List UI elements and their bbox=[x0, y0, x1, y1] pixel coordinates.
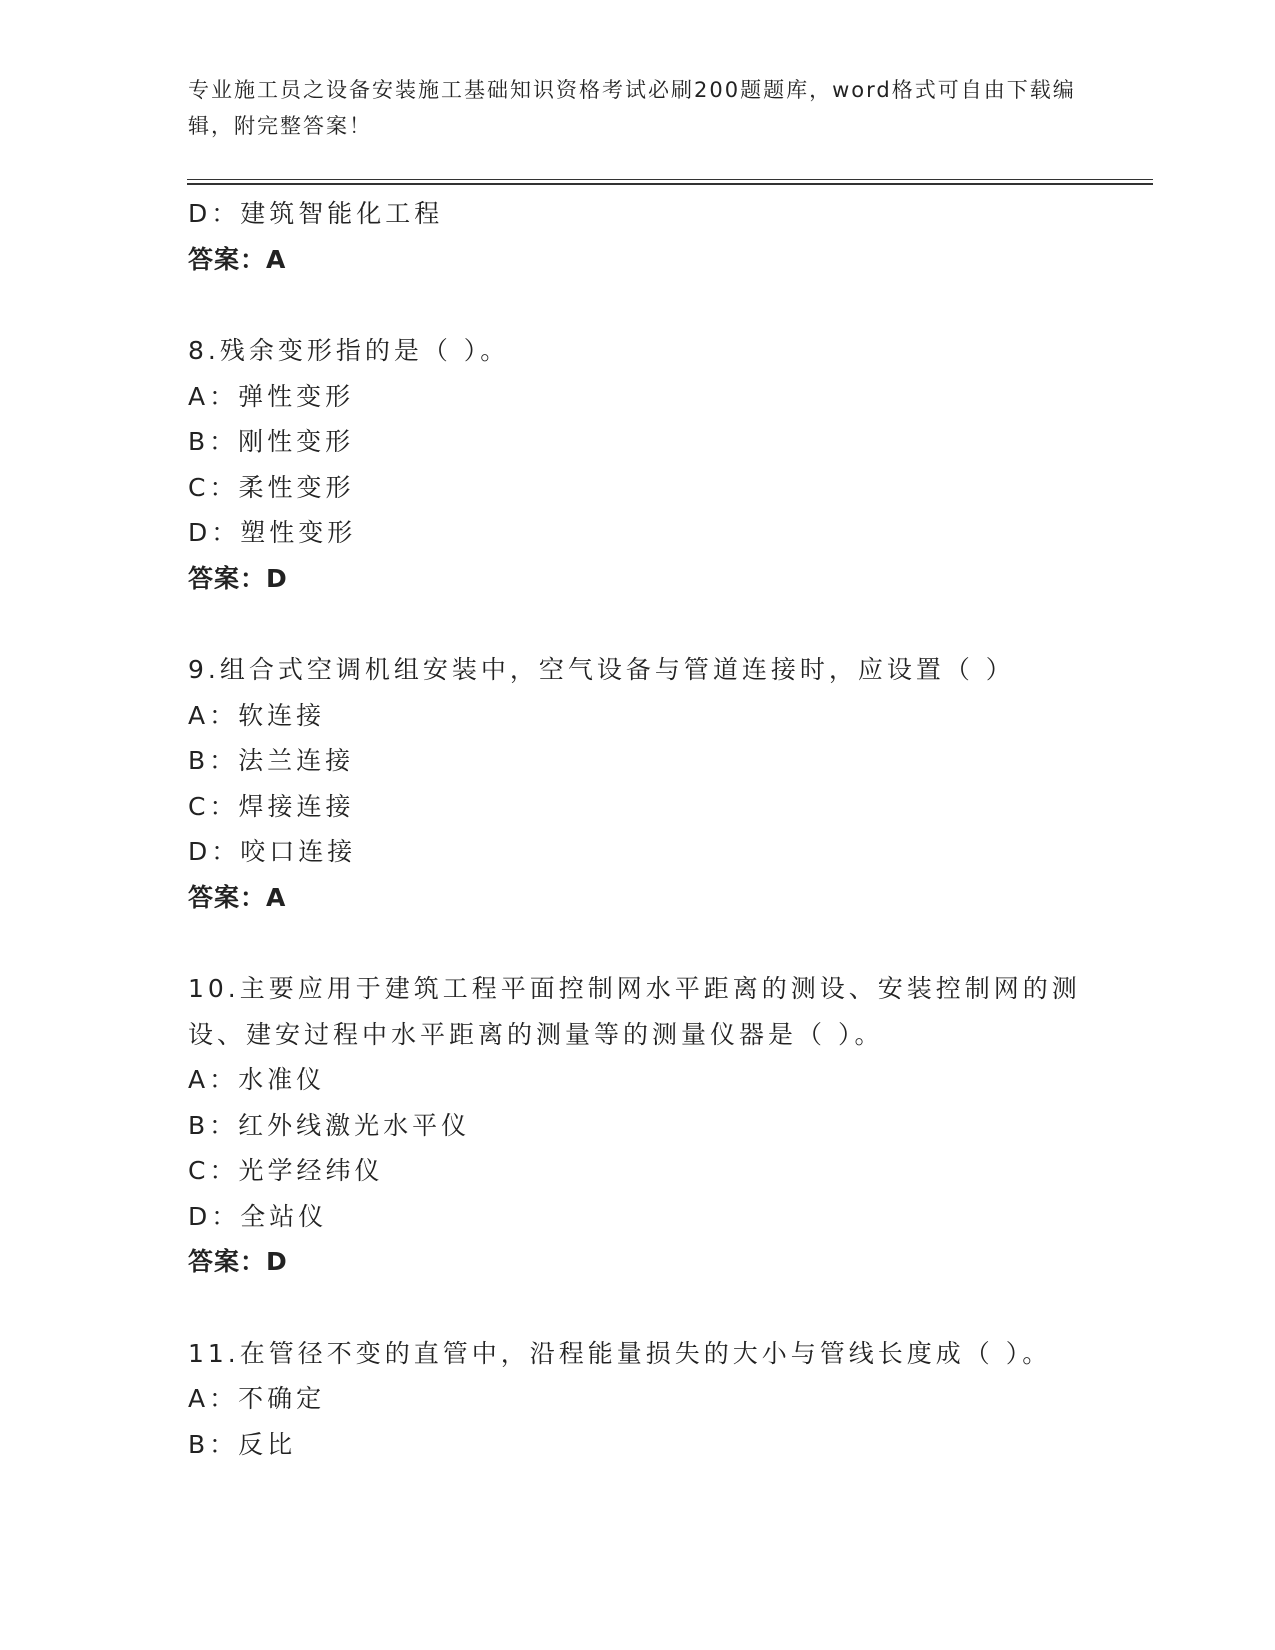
question-9 bbox=[188, 647, 1088, 920]
option-a: A：软连接 bbox=[188, 700, 326, 730]
option-c: C：焊接连接 bbox=[188, 791, 355, 821]
option-c: C：光学经纬仪 bbox=[188, 1156, 384, 1185]
question-stem: 9.组合式空调机组安装中，空气设备与管道连接时，应设置（ ） bbox=[188, 655, 1015, 684]
answer: 答案：D bbox=[188, 1247, 288, 1276]
option-b: B：红外线激光水平仪 bbox=[188, 1110, 471, 1140]
spacer bbox=[188, 1285, 1088, 1331]
option-a: A：弹性变形 bbox=[188, 381, 355, 411]
question-stem: 10.主要应用于建筑工程平面控制网水平距离的测设、安装控制网的测设、建安过程中水平距离的测量等的测量仪器是（ ）。 bbox=[188, 974, 1081, 1049]
answer: 答案：A bbox=[188, 882, 287, 912]
question-11 bbox=[188, 1331, 1088, 1468]
option-d: D：塑性变形 bbox=[188, 518, 357, 547]
spacer bbox=[188, 920, 1088, 966]
question-8 bbox=[188, 328, 1088, 601]
spacer bbox=[188, 601, 1088, 647]
option-d: D：建筑智能化工程 bbox=[188, 199, 444, 228]
question-stem: 11.在管径不变的直管中，沿程能量损失的大小与管线长度成（ ）。 bbox=[188, 1338, 1052, 1368]
option-d: D：全站仪 bbox=[188, 1201, 328, 1231]
option-b: B：法兰连接 bbox=[188, 746, 355, 775]
spacer bbox=[188, 282, 1088, 328]
header-divider-thin bbox=[187, 179, 1153, 180]
question-10 bbox=[188, 966, 1088, 1285]
option-d: D：咬口连接 bbox=[188, 837, 357, 866]
answer: 答案：A bbox=[188, 244, 287, 274]
option-b: B：刚性变形 bbox=[188, 427, 355, 456]
question-list bbox=[188, 191, 1088, 1467]
document-header: 专业施工员之设备安装施工基础知识资格考试必刷200题题库，word格式可自由下载编辑，附完整答案！ bbox=[188, 78, 1076, 138]
option-a: A：水准仪 bbox=[188, 1065, 326, 1094]
question-stem: 8.残余变形指的是（ ）。 bbox=[188, 336, 510, 365]
option-c: C：柔性变形 bbox=[188, 472, 355, 502]
answer: 答案：D bbox=[188, 563, 288, 593]
header-divider-thick bbox=[187, 183, 1153, 185]
option-b: B：反比 bbox=[188, 1429, 297, 1459]
option-a: A：不确定 bbox=[188, 1384, 326, 1413]
